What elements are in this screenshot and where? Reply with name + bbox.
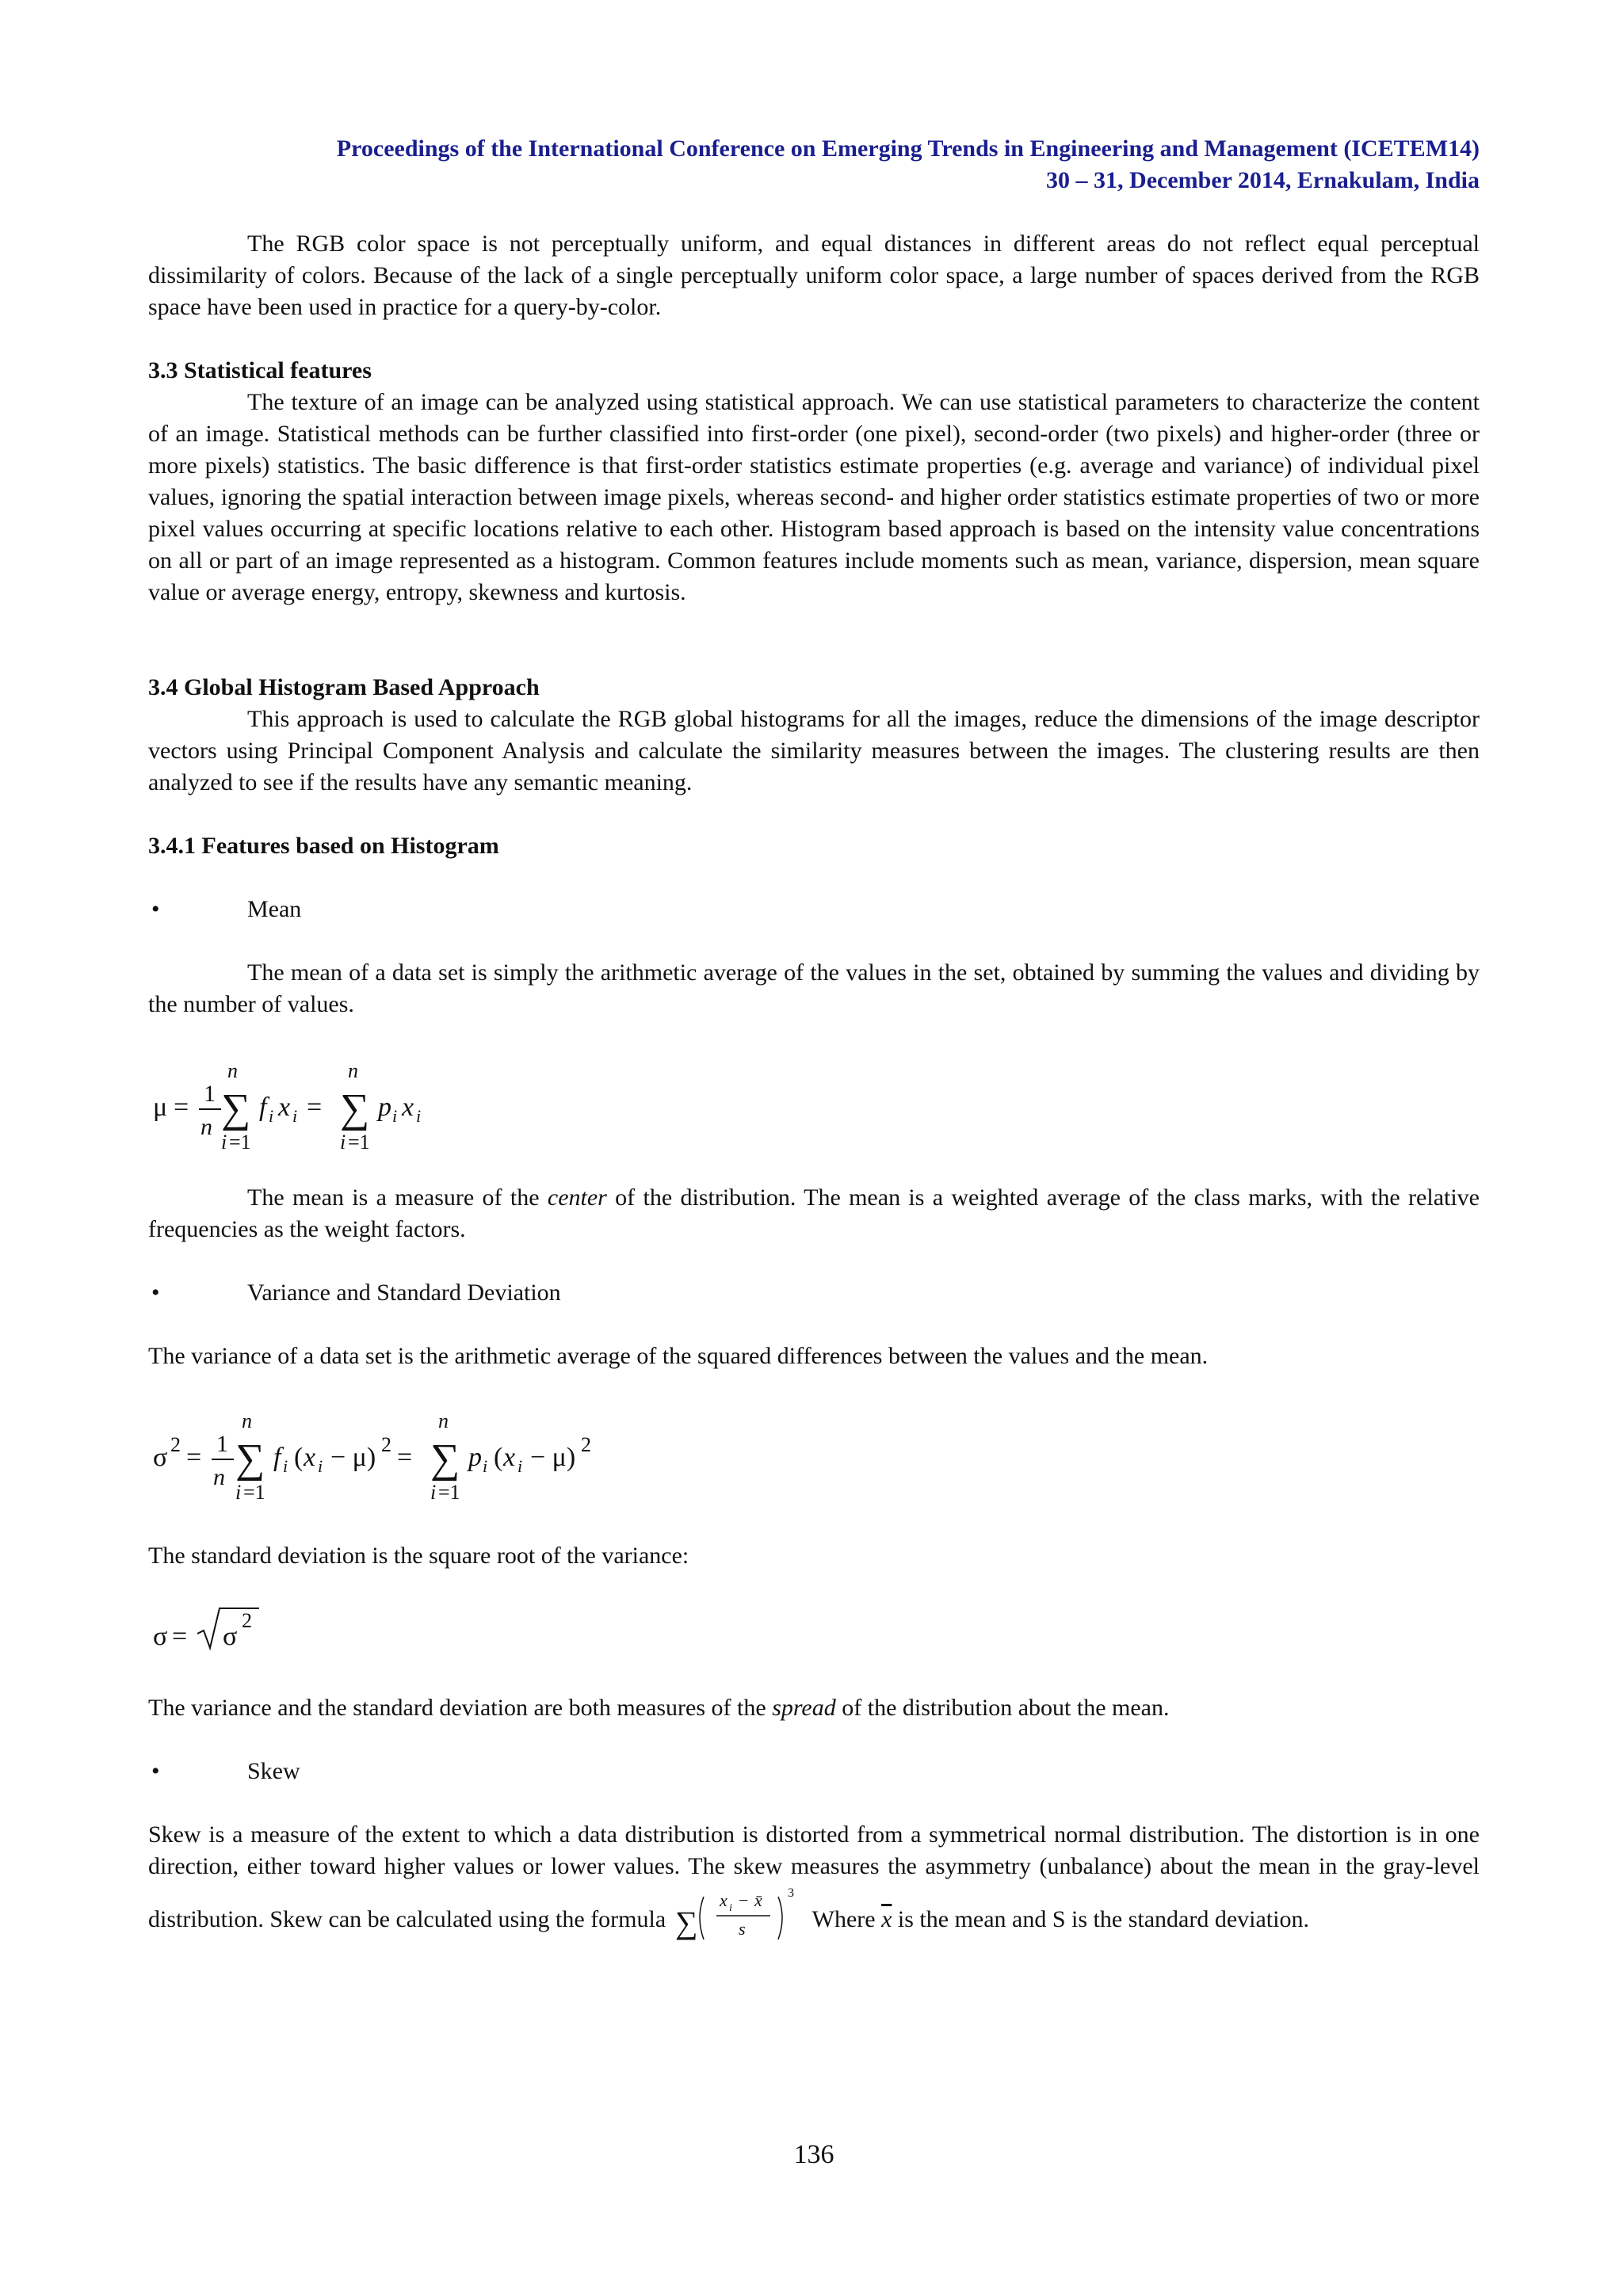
svg-text:∑: ∑ [340, 1086, 370, 1131]
bullet-label-skew: Skew [247, 1758, 300, 1784]
svg-text:1: 1 [204, 1081, 216, 1107]
svg-text:x: x [304, 1443, 316, 1472]
svg-text:p: p [468, 1443, 482, 1472]
svg-text:x: x [402, 1093, 414, 1122]
svg-text:f: f [273, 1443, 281, 1472]
svg-text:=1: =1 [243, 1481, 265, 1504]
svg-text:i: i [221, 1131, 227, 1154]
svg-text:n: n [348, 1059, 358, 1082]
svg-text:i: i [416, 1106, 422, 1126]
spread-text-start: The variance and the standard deviation are both measures of the [148, 1695, 773, 1721]
svg-text:x̄: x̄ [754, 1890, 762, 1910]
svg-text:2: 2 [242, 1609, 252, 1632]
svg-text:− μ): − μ) [330, 1443, 376, 1472]
spread-text-end: of the distribution about the mean. [835, 1695, 1170, 1721]
section-3-3-body: The texture of an image can be analyzed using statistical approach. We can use statistical parameters to characterize the content of an image. Statistical methods can be further classified into first-order (one pixel), second-order (two pixels) and higher-order (three or more pixels) statistics. The basic difference is that first-order statistics estimate properties (e.g. average and variance) of individual pixel values, ignoring the spatial interaction between image pixels, whereas second- and higher order statistics estimate properties of two or more pixel values occurring at specific locations relative to each other. Histogram based approach is based on the intensity value concentrations on all or part of an image represented as a histogram. Common features include moments such as mean, variance, dispersion, mean square value or average energy, entropy, skewness and kurtosis. [148, 389, 1480, 605]
skew-text-2: is the mean and S is the standard deviation. [897, 1906, 1309, 1932]
skew-paragraph [148, 1819, 1480, 1946]
svg-text:i: i [292, 1106, 298, 1126]
mean-note [148, 1182, 1480, 1245]
intro-paragraph: The RGB color space is not perceptually uniform, and equal distances in different areas do not reflect equal perceptual dissimilarity of colors. Because of the lack of a single perceptually uniform color space, a large number of spaces derived from the RGB space have been used in practice for a query-by-color. [148, 231, 1480, 320]
svg-text:s: s [738, 1919, 746, 1939]
svg-text:n: n [213, 1464, 225, 1490]
svg-text:∑: ∑ [221, 1086, 251, 1131]
bullet-dot: • [151, 1280, 160, 1306]
svg-text:σ: σ [223, 1622, 238, 1651]
svg-text:=: = [174, 1093, 189, 1122]
variance-definition: The variance of a data set is the arithmetic average of the squared differences between the values and the mean. [148, 1343, 1209, 1369]
svg-text:n: n [200, 1114, 212, 1140]
mean-definition: The mean of a data set is simply the arithmetic average of the values in the set, obtained by summing the values and dividing by the number of values. [148, 959, 1480, 1017]
svg-text:p: p [378, 1093, 391, 1122]
svg-text:i: i [517, 1456, 523, 1476]
svg-text:i: i [318, 1456, 323, 1476]
svg-text:n: n [438, 1409, 449, 1432]
svg-text:i: i [483, 1456, 488, 1476]
mean-note-start: The mean is a measure of the [247, 1184, 548, 1211]
variance-formula [148, 1402, 640, 1517]
svg-text:n: n [242, 1409, 252, 1432]
svg-text:i: i [340, 1131, 346, 1154]
section-3-4-body: This approach is used to calculate the RGB global histograms for all the images, reduce the dimensions of the image descriptor vectors using Principal Component Analysis and calculate the similarity measures between the images. The clustering results are then analyzed to see if the results have any semantic meaning. [148, 706, 1480, 795]
skew-formula [672, 1882, 807, 1946]
svg-text:σ: σ [153, 1622, 168, 1651]
page-number: 136 [793, 2140, 834, 2169]
mean-note-emphasis: center [547, 1184, 607, 1211]
svg-text:n: n [227, 1059, 238, 1082]
svg-text:(: ( [294, 1443, 304, 1472]
section-heading-3-4: 3.4 Global Histogram Based Approach [148, 674, 540, 700]
svg-text:i: i [728, 1902, 732, 1914]
spread-emphasis: spread [772, 1695, 836, 1721]
xbar-symbol: $\overline{x}$ [881, 1906, 892, 1932]
conference-header [148, 133, 1480, 196]
svg-text:x: x [719, 1890, 727, 1910]
bullet-label-variance: Variance and Standard Deviation [247, 1280, 561, 1306]
header-line-2: 30 – 31, December 2014, Ernakulam, India [1046, 167, 1480, 193]
svg-text:3: 3 [787, 1886, 794, 1900]
svg-text:x: x [503, 1443, 516, 1472]
svg-text:−: − [738, 1890, 749, 1910]
svg-text:x: x [278, 1093, 291, 1122]
svg-text:=1: =1 [229, 1131, 251, 1154]
svg-text:∑: ∑ [235, 1436, 265, 1482]
std-dev-formula [148, 1592, 291, 1660]
svg-text:=1: =1 [348, 1131, 370, 1154]
mean-note-end: of the distribution. The mean is a weighted average of the class marks, with the relative frequencies as the weight factors. [148, 1184, 1480, 1242]
section-heading-3-4-1: 3.4.1 Features based on Histogram [148, 833, 499, 859]
svg-text:2: 2 [381, 1433, 391, 1456]
svg-text:2: 2 [581, 1433, 591, 1456]
section-heading-3-3: 3.3 Statistical features [148, 357, 372, 383]
std-dev-text: The standard deviation is the square root of the variance: [148, 1543, 689, 1569]
svg-text:(: ( [494, 1443, 503, 1472]
svg-text:i: i [235, 1481, 242, 1504]
svg-text:2: 2 [170, 1433, 181, 1456]
svg-text:=: = [172, 1622, 188, 1651]
svg-text:=: = [186, 1443, 202, 1472]
svg-text:f: f [259, 1093, 267, 1122]
svg-text:=: = [397, 1443, 413, 1472]
skew-text-1: Skew is a measure of the extent to which a data distribution is distorted from a symmetrical normal distribution. The distortion is in one direction, either toward higher values or lower values. The skew measures the asymmetry (unbalance) about the mean in the gray-level distribution. Skew can be calculated using the formula [148, 1821, 1480, 1932]
svg-text:i: i [392, 1106, 398, 1126]
svg-text:1: 1 [216, 1431, 228, 1457]
svg-text:− μ): − μ) [530, 1443, 576, 1472]
bullet-label-mean: Mean [247, 896, 302, 922]
bullet-dot: • [151, 896, 160, 922]
mean-formula [148, 1054, 465, 1169]
svg-text:i: i [430, 1481, 437, 1504]
skew-where: Where [812, 1906, 876, 1932]
svg-text:∑: ∑ [674, 1905, 698, 1940]
svg-text:i: i [269, 1106, 274, 1126]
header-line-1: Proceedings of the International Conference on Emerging Trends in Engineering and Management (ICETEM14) [336, 135, 1480, 162]
bullet-dot: • [151, 1758, 160, 1784]
svg-text:σ: σ [153, 1443, 168, 1472]
svg-text:i: i [283, 1456, 288, 1476]
svg-text:=: = [307, 1093, 323, 1122]
svg-text:∑: ∑ [430, 1436, 460, 1482]
svg-text:=1: =1 [438, 1481, 460, 1504]
svg-text:μ: μ [153, 1093, 168, 1122]
spread-text [148, 1692, 1480, 1724]
